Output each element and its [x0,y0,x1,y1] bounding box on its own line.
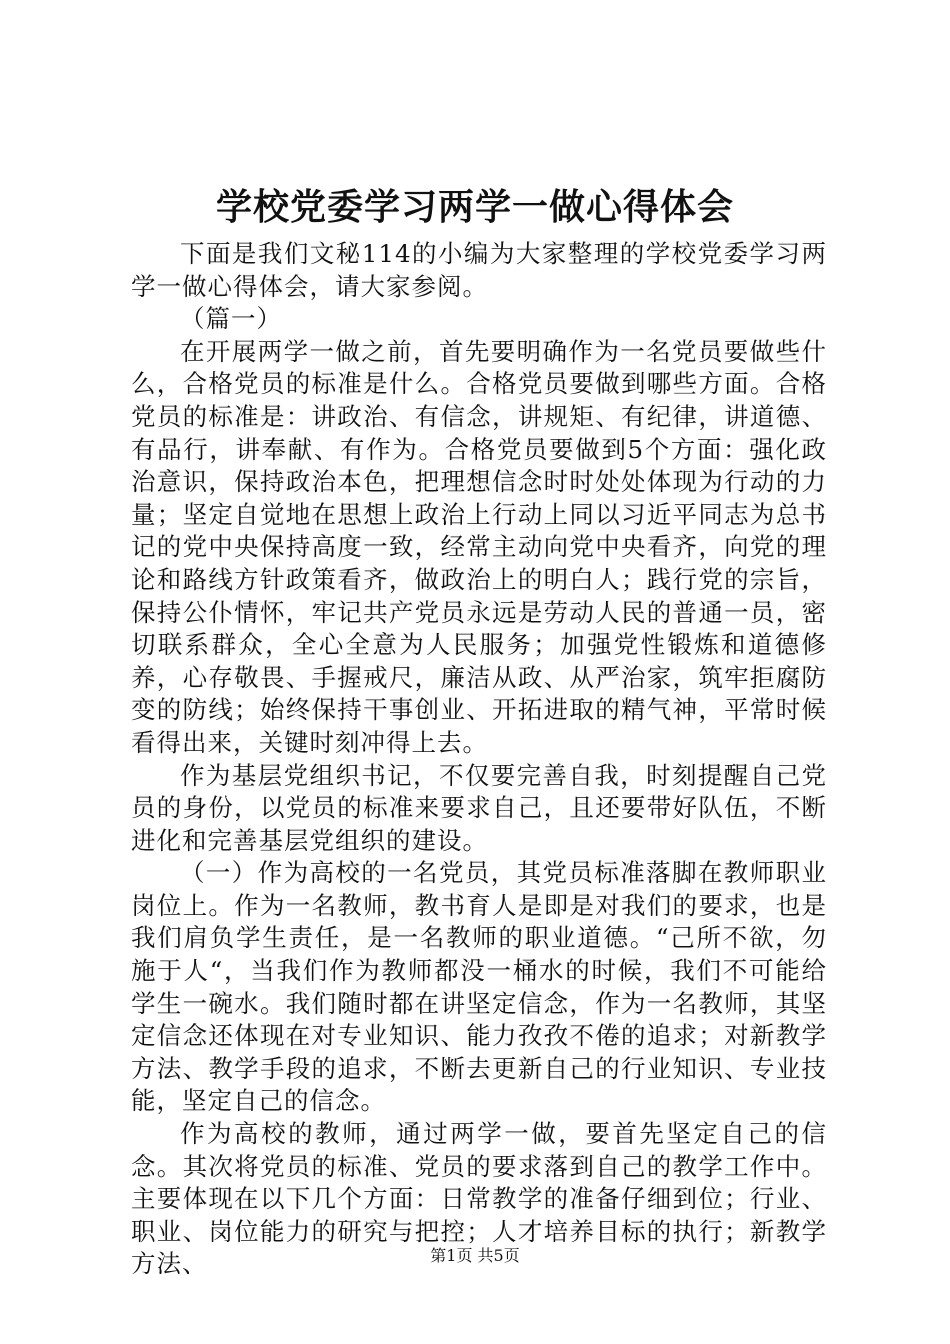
body-paragraph: 作为高校的教师，通过两学一做，要首先坚定自己的信念。其次将党员的标准、党员的要求落到自己的教学工作中。主要体现在以下几个方面：日常教学的准备仔细到位；行业、职业、岗位能力的研究与把控；人才培养目标的执行；新教学方法、 [131,1119,827,1279]
document-body [131,238,827,1281]
body-paragraph: 作为基层党组织书记，不仅要完善自我，时刻提醒自己党员的身份，以党员的标准来要求自己，且还要带好队伍，不断进化和完善基层党组织的建设。 [131,760,827,855]
intro-paragraph: 下面是我们文秘114的小编为大家整理的学校党委学习两学一做心得体会，请大家参阅。 [131,239,827,301]
body-paragraph: （一）作为高校的一名党员，其党员标准落脚在教师职业岗位上。作为一名教师，教书育人是即是对我们的要求，也是我们肩负学生责任，是一名教师的职业道德。“己所不欲，勿施于人“，当我们作为教师都没一桶水的时候，我们不可能给学生一碗水。我们随时都在讲坚定信念，作为一名教师，其坚定信念还体现在对专业知识、能力孜孜不倦的追求；对新教学方法、教学手段的追求，不断去更新自己的行业知识、专业技能，坚定自己的信念。 [131,858,827,1116]
page-footer: 第1页 共5页 [430,1246,520,1265]
body-paragraph: 在开展两学一做之前，首先要明确作为一名党员要做些什么，合格党员的标准是什么。合格党员要做到哪些方面。合格党员的标准是：讲政治、有信念，讲规矩、有纪律，讲道德、有品行，讲奉献、有作为。合格党员要做到5个方面：强化政治意识，保持政治本色，把理想信念时时处处体现为行动的力量；坚定自觉地在思想上政治上行动上同以习近平同志为总书记的党中央保持高度一致，经常主动向党中央看齐，向党的理论和路线方针政策看齐，做政治上的明白人；践行党的宗旨，保持公仆情怀，牢记共产党员永远是劳动人民的普通一员，密切联系群众，全心全意为人民服务；加强党性锻炼和道德修养，心存敬畏、手握戒尺，廉洁从政、从严治家，筑牢拒腐防变的防线；始终保持干事创业、开拓进取的精气神，平常时候看得出来，关键时刻冲得上去。 [131,336,827,757]
section-heading: （篇一） [180,304,282,334]
document-title: 学校党委学习两学一做心得体会 [215,186,734,228]
